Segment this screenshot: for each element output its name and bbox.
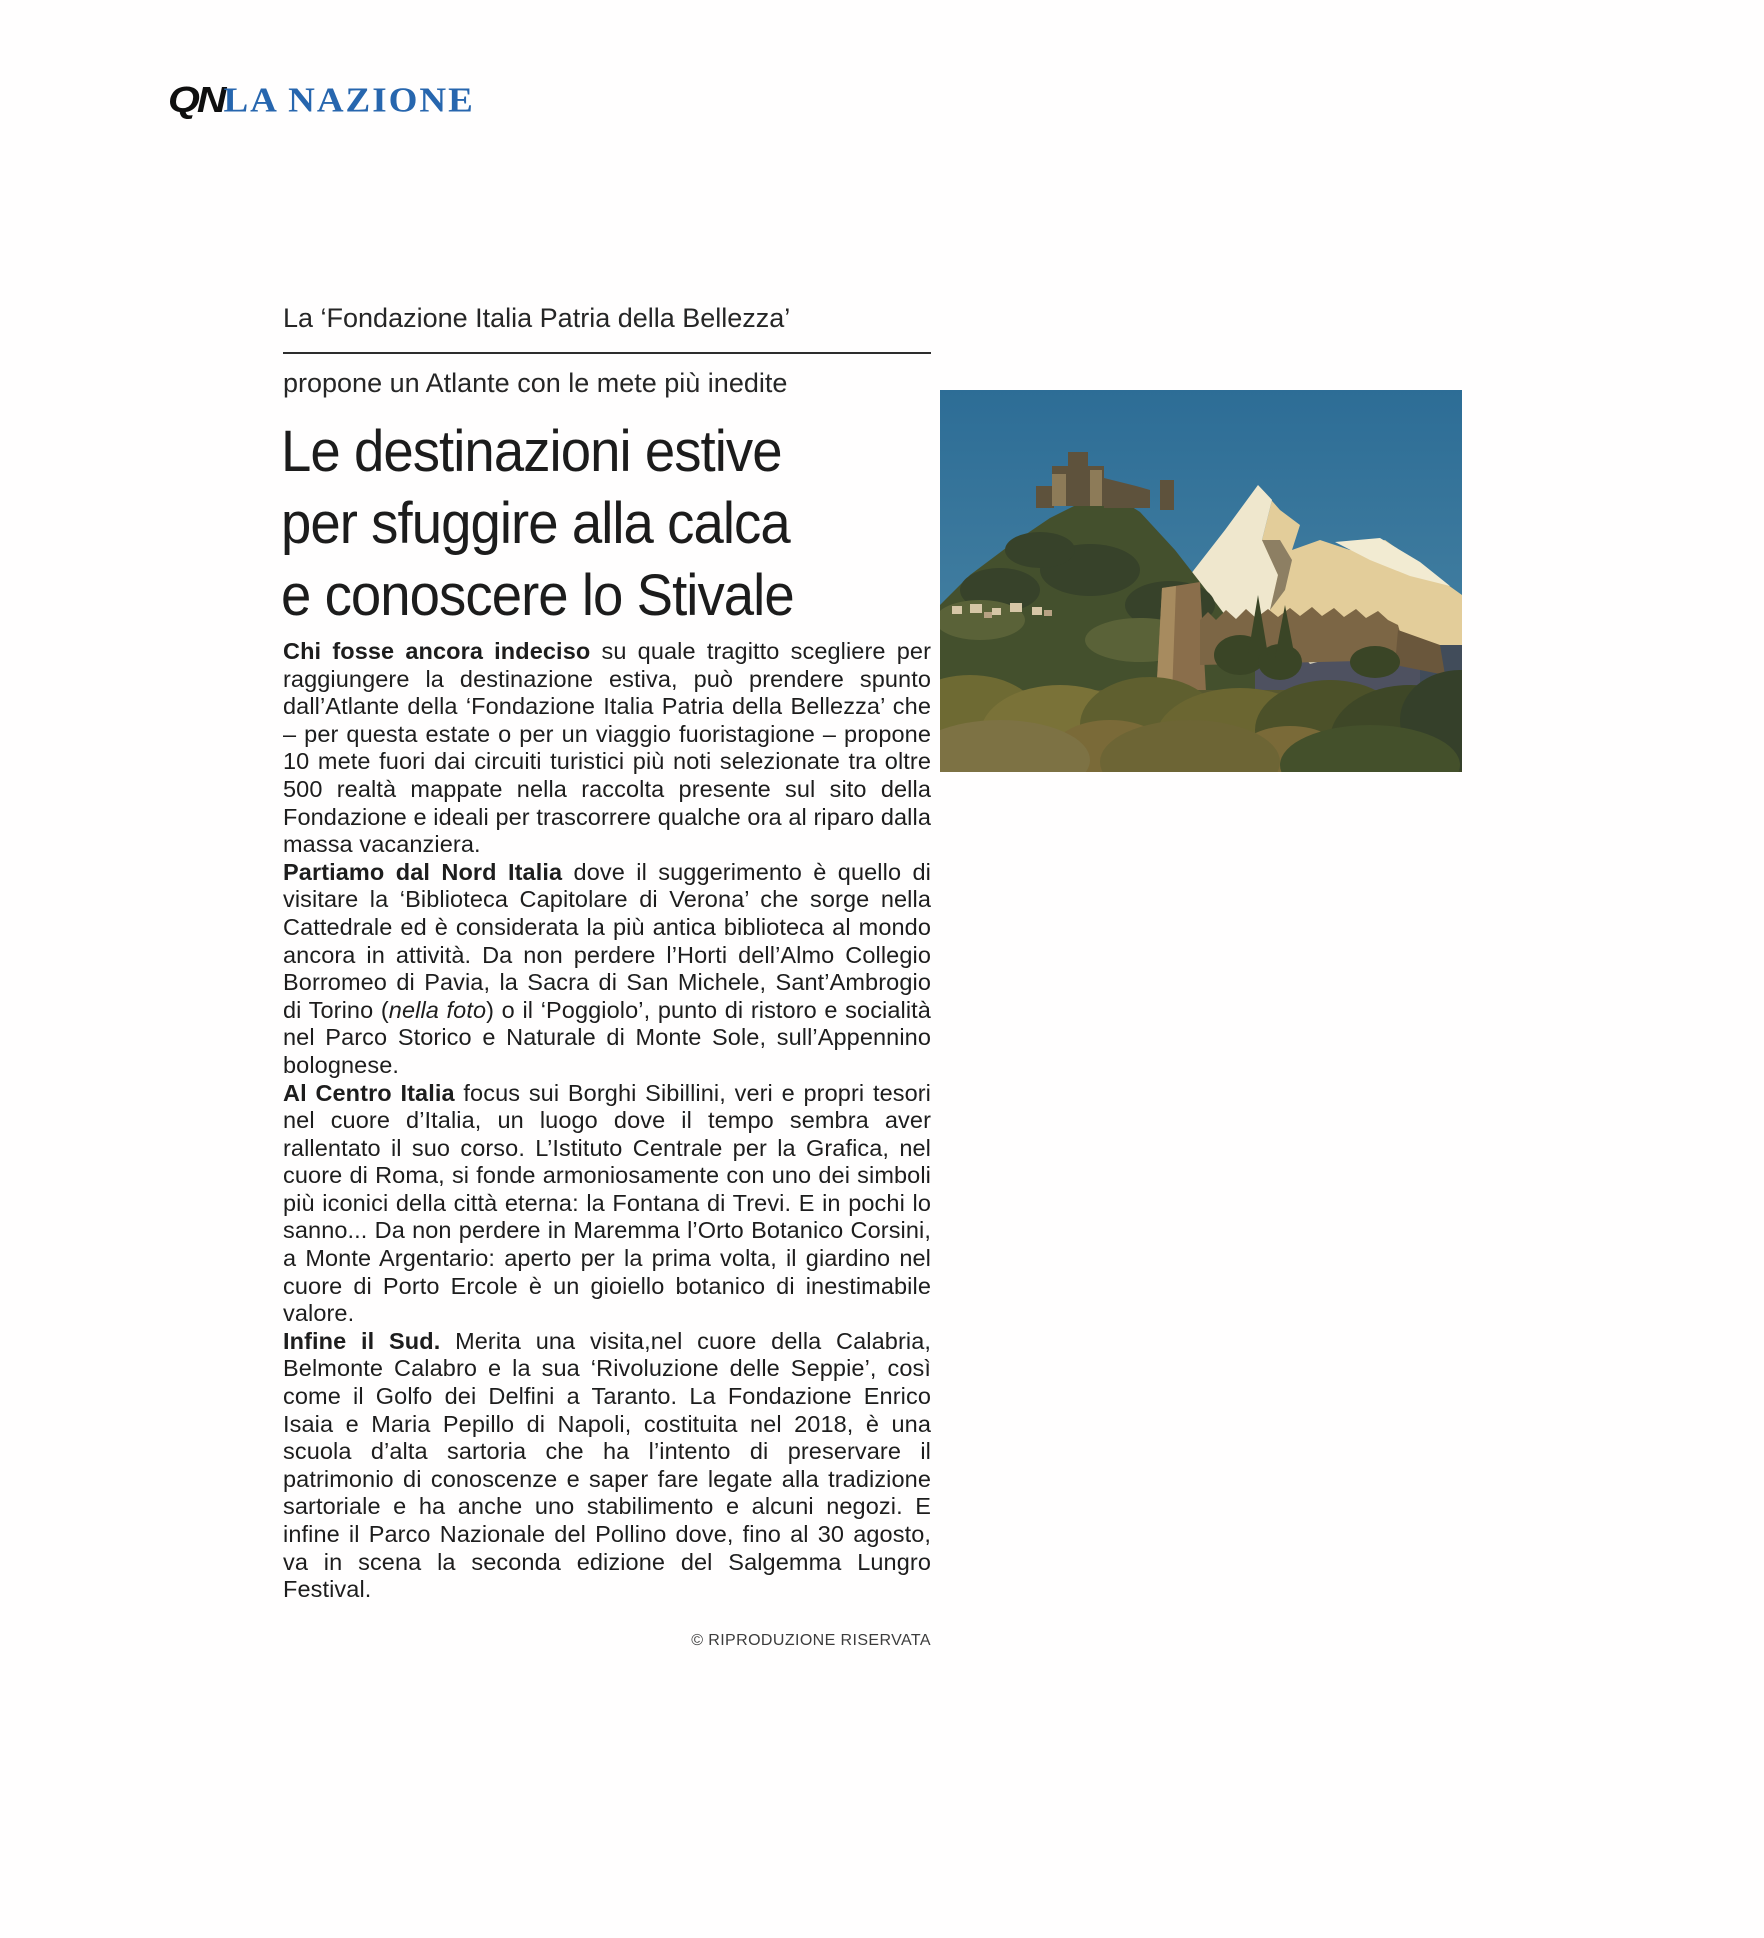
headline-line: Le destinazioni estive bbox=[281, 419, 782, 484]
hill-shade bbox=[1005, 532, 1075, 568]
landscape-photo-illustration bbox=[940, 390, 1462, 772]
kicker-divider bbox=[283, 352, 931, 354]
text-segment: Al Centro Italia bbox=[283, 1079, 455, 1106]
article-paragraph bbox=[283, 1328, 931, 1604]
text-segment: Chi fosse ancora indeciso bbox=[283, 638, 591, 664]
headline-line: per sfuggire alla calca bbox=[281, 491, 790, 556]
mid-trees bbox=[1350, 646, 1400, 678]
text-segment: Partiamo dal Nord Italia bbox=[283, 858, 563, 885]
newspaper-title: LA NAZIONE bbox=[223, 81, 475, 121]
paragraphs bbox=[283, 638, 931, 1604]
text-segment: Merita una visita,nel cuore della Calabria, Belmonte Calabro e la sua ‘Rivoluzione delle Seppie’, così come il Golfo dei Delfini a Taranto. La Fondazione Enrico Isaia e Maria Pepillo di Napoli, costituita nel 2018, è una scuola d’alta sartoria che ha l’intento di preservare il patrimonio di conoscenze e saper fare legate alla tradizione sartoriale e ha anche uno stabilimento e alcuni negozi. E infine il Parco Nazionale del Pollino dove, fino al 30 agosto, va in scena la seconda edizione del Salgemma Lungro Festival. bbox=[283, 1327, 932, 1603]
article-paragraph bbox=[283, 638, 931, 859]
article-body bbox=[283, 638, 931, 1650]
text-segment: ) o il ‘Poggiolo’, punto di ristoro e socialità nel Parco Storico e Naturale di Monte Sole, sull’Appennino bolognese. bbox=[283, 996, 931, 1078]
text-segment: focus sui Borghi Sibillini, veri e propri tesori nel cuore d’Italia, un luogo dove il tempo sembra aver rallentato il suo corso. L’Istituto Centrale per la Grafica, nel cuore di Roma, si fonde armoniosamente con uno dei simboli più iconici della città eterna: la Fontana di Trevi. E in pochi lo sanno... Da non perdere in Maremma l’Orto Botanico Corsini, a Monte Argentario: aperto per la prima volta, il giardino nel cuore di Porto Ercole è un gioiello botanico di inestimabile valore. bbox=[283, 1079, 932, 1327]
masthead bbox=[168, 74, 475, 121]
text-segment: dove il suggerimento è quello di visitare la ‘Biblioteca Capitolare di Verona’ che sorge nella Cattedrale ed è considerata la più antica biblioteca al mondo ancora in attività. Da non perdere l’Horti dell’Almo Collegio Borromeo di Pavia, la Sacra di San Michele, Sant’Ambrogio di Torino ( bbox=[283, 858, 931, 1023]
article-paragraph bbox=[283, 859, 931, 1080]
kicker-line-2: propone un Atlante con le mete più inedite bbox=[283, 368, 788, 398]
text-segment: nella foto bbox=[388, 996, 487, 1023]
headline bbox=[281, 416, 995, 632]
copyright-notice: © RIPRODUZIONE RISERVATA bbox=[691, 1631, 931, 1649]
headline-line: e conoscere lo Stivale bbox=[281, 563, 794, 628]
kicker-line-1: La ‘Fondazione Italia Patria della Bellezza’ bbox=[283, 303, 791, 333]
article-paragraph bbox=[283, 1080, 931, 1328]
text-segment: Infine il Sud. bbox=[283, 1327, 441, 1354]
text-segment: su quale tragitto scegliere per raggiungere la destinazione estiva, può prendere spunto dall’Atlante della ‘Fondazione Italia Patria della Bellezza’ che – per questa estate o per un viaggio fuoristagione – propone 10 mete fuori dai circuiti turistici più noti selezionate tra oltre 500 realtà mappate nella raccolta presente sul sito della Fondazione e ideali per trascorrere qualche ora al riparo dalla massa vacanziera. bbox=[283, 638, 931, 858]
qn-logo: QN bbox=[168, 79, 224, 121]
article-photo bbox=[940, 390, 1462, 772]
